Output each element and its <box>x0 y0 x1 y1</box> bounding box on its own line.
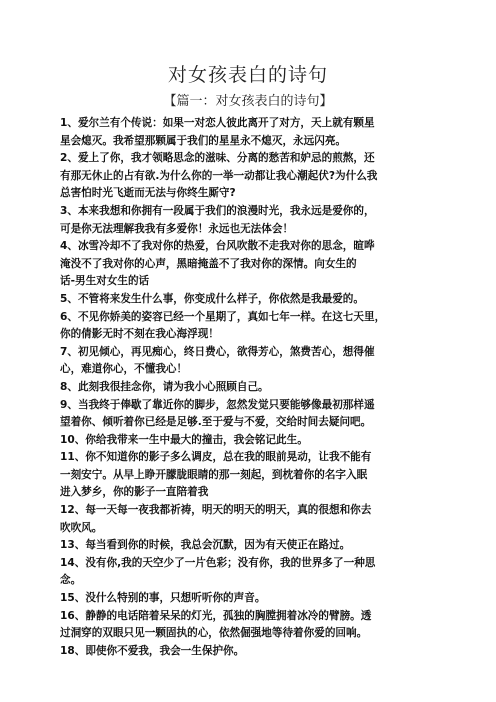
text-line: 一刻安宁。从早上睁开朦胧眼睛的那一刻起，到枕着你的名字入眠 <box>60 468 368 481</box>
text-line: 7、初见倾心，再见痴心，终日费心，欲得芳心，煞费苦心，想得催 <box>60 345 375 358</box>
text-line: 可是你无法理解我我有多爱你！永远也无法体会！ <box>60 222 294 235</box>
text-line: 话-男生对女生的话 <box>60 275 150 288</box>
text-line: 念。 <box>60 574 82 587</box>
text-line: 12、每一天每一夜我都祈祷，明天的明天的明天，真的很想和你去 <box>60 504 372 517</box>
text-line: 13、每当看到你的时候，我总会沉默，因为有天使正在路过。 <box>60 539 351 552</box>
document-body <box>60 115 442 660</box>
text-line: 5、不管将来发生什么事，你变成什么样子，你依然是我最爱的。 <box>60 292 364 305</box>
text-line: 有那无休止的占有欲.为什么你的一举一动都让我心潮起伏?为什么我 <box>60 169 378 182</box>
text-line: 过洞穿的双眼只见一颗固执的心，依然倔强地等待着你爱的回响。 <box>60 627 368 640</box>
text-line: 16、静静的电话陪着呆呆的灯光，孤独的胸膛拥着冰冷的臂膀。透 <box>60 609 372 622</box>
text-line: 4、冰雪冷却不了我对你的热爱，台风吹散不走我对你的思念，暄哗 <box>60 240 375 253</box>
text-line: 15、没什么特别的事，只想听听你的声音。 <box>60 592 266 605</box>
text-line: 心，难道你心，不懂我心！ <box>60 363 188 376</box>
text-line: 14、没有你,我的天空少了一片色彩；没有你，我的世界多了一种思 <box>60 556 376 569</box>
section-heading: 【篇一：对女孩表白的诗句】 <box>163 94 333 109</box>
text-line: 淹没不了我对你的心声，黑暗掩盖不了我对你的深情。向女生的 <box>60 257 357 270</box>
text-line: 3、本来我想和你拥有一段属于我们的浪漫时光，我永远是爱你的， <box>60 204 375 217</box>
text-line: 你的倩影无时不刻在我心海浮现！ <box>60 328 219 341</box>
text-line: 18、即使你不爱我，我会一生保护你。 <box>60 644 245 657</box>
text-line: 6、不见你娇美的姿容已经一个星期了，真如七年一样。在这七天里， <box>60 310 386 323</box>
text-line: 9、当我终于俸歇了靠近你的脚步，忽然发觉只要能够像最初那样遥 <box>60 398 375 411</box>
text-line: 8、此刻我很挂念你，请为我小心照顾自己。 <box>60 380 269 393</box>
text-line: 2、爱上了你，我才领略思念的滋味、分离的愁苦和妒忌的煎熬，还 <box>60 152 375 165</box>
document-title: 对女孩表白的诗句 <box>167 64 328 86</box>
text-line: 进入梦乡，你的影子一直陪着我 <box>60 486 209 499</box>
text-line: 望着你、倾听着你已经是足够.至于爱与不爱，交给时间去疑问吧。 <box>60 416 372 429</box>
text-line: 总害怕时光飞逝而无法与你终生厮守? <box>60 187 236 200</box>
text-line: 星会熄灭。我希望那颗属于我们的星星永不熄灭，永远闪亮。 <box>60 134 347 147</box>
text-line: 1、爱尔兰有个传说：如果一对恋人彼此离开了对方，天上就有颗星 <box>60 117 375 129</box>
text-line: 11、你不知道你的影子多么调皮，总在我的眼前晃动，让我不能有 <box>60 451 372 464</box>
text-line: 吹吹风。 <box>60 521 103 534</box>
text-line: 10、你给我带来一生中最大的撞击，我会铭记此生。 <box>60 433 308 446</box>
